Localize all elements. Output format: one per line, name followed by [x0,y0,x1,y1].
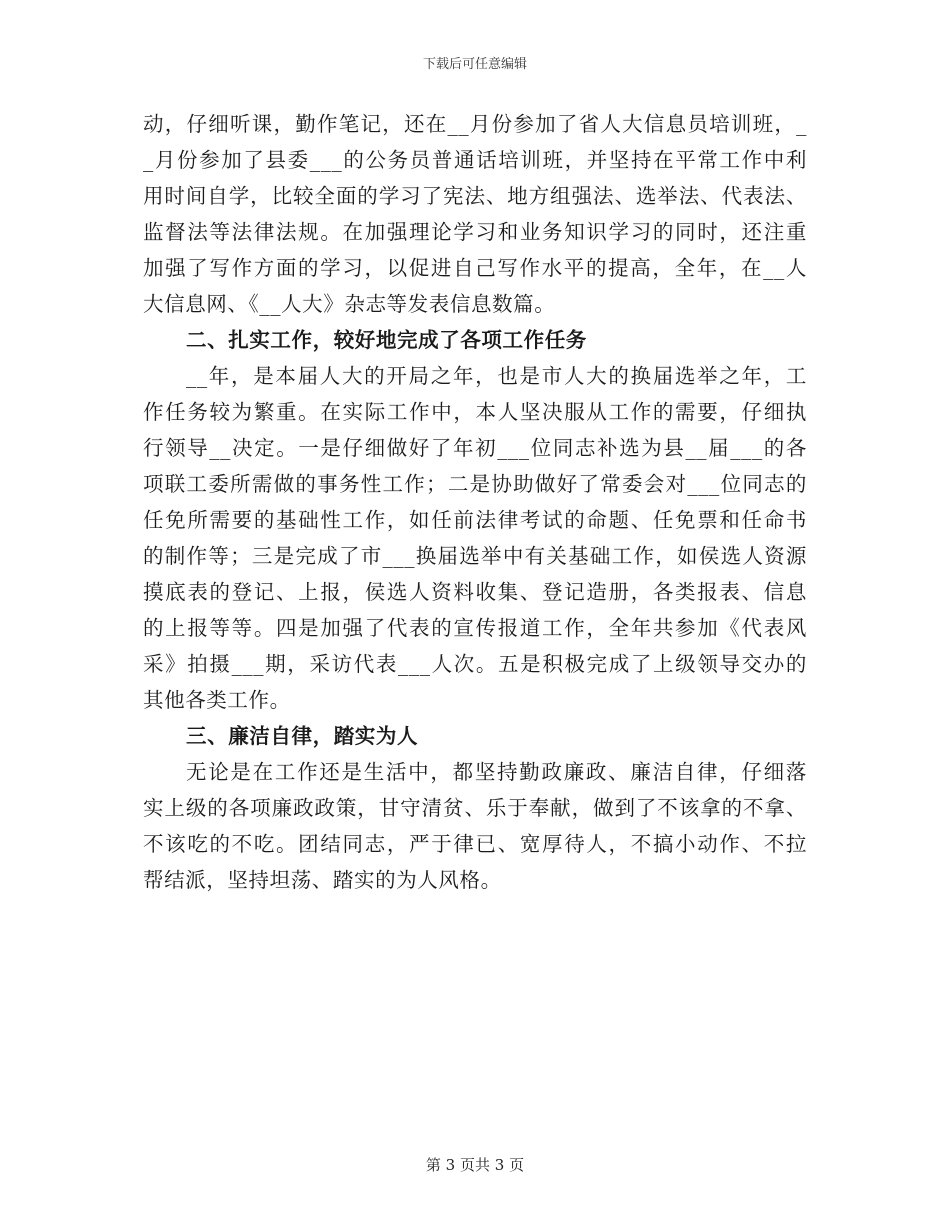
text-line: 采》拍摄___期，采访代表___人次。五是积极完成了上级领导交办的 [143,652,807,676]
text-line: 其他各类工作。 [143,688,291,712]
text-line: 行领导__决定。一是仔细做好了年初___位同志补选为县__届___的各 [143,436,807,460]
document-body [143,106,807,898]
text-line: 不该吃的不吃。团结同志，严于律已、宽厚待人，不搞小动作、不拉 [143,832,807,856]
text-line: 无论是在工作还是生活中，都坚持勤政廉政、廉洁自律，仔细落 [186,760,807,784]
page-number: 第 3 页共 3 页 [425,1156,525,1174]
text-line: _月份参加了县委___的公务员普通话培训班，并坚持在平常工作中利 [143,148,807,172]
text-line: 摸底表的登记、上报，侯选人资料收集、登记造册，各类报表、信息 [143,580,807,604]
text-line: 动，仔细听课，勤作笔记，还在__月份参加了省人大信息员培训班，_ [143,112,807,136]
text-line: 用时间自学，比较全面的学习了宪法、地方组强法、选举法、代表法、 [143,184,807,208]
section-heading-2: 二、扎实工作，较好地完成了各项工作任务 [186,328,587,352]
text-line: 的上报等等。四是加强了代表的宣传报道工作，全年共参加《代表风 [143,616,807,640]
text-line: 帮结派，坚持坦荡、踏实的为人风格。 [143,868,502,892]
text-line: 加强了写作方面的学习，以促进自己写作水平的提高，全年，在__人 [143,256,807,280]
text-line: 的制作等；三是完成了市___换届选举中有关基础工作，如侯选人资源 [143,544,807,568]
text-line: 项联工委所需做的事务性工作；二是协助做好了常委会对___位同志的 [143,472,807,496]
paragraph-3 [143,754,807,898]
paragraph-2 [143,358,807,718]
text-line: 任免所需要的基础性工作，如任前法律考试的命题、任免票和任命书 [143,508,807,532]
text-line: __年，是本届人大的开局之年，也是市人大的换届选举之年，工 [186,364,807,388]
text-line: 大信息网、《__人大》杂志等发表信息数篇。 [143,292,556,316]
section-heading-3: 三、廉洁自律，踏实为人 [186,724,419,748]
text-line: 监督法等法律法规。在加强理论学习和业务知识学习的同时，还注重 [143,220,807,244]
text-line: 作任务较为繁重。在实际工作中，本人坚决服从工作的需要，仔细执 [143,400,807,424]
paragraph-1 [143,106,807,322]
header-note: 下载后可任意编辑 [422,57,527,72]
text-line: 实上级的各项廉政政策，甘守清贫、乐于奉献，做到了不该拿的不拿、 [143,796,807,820]
